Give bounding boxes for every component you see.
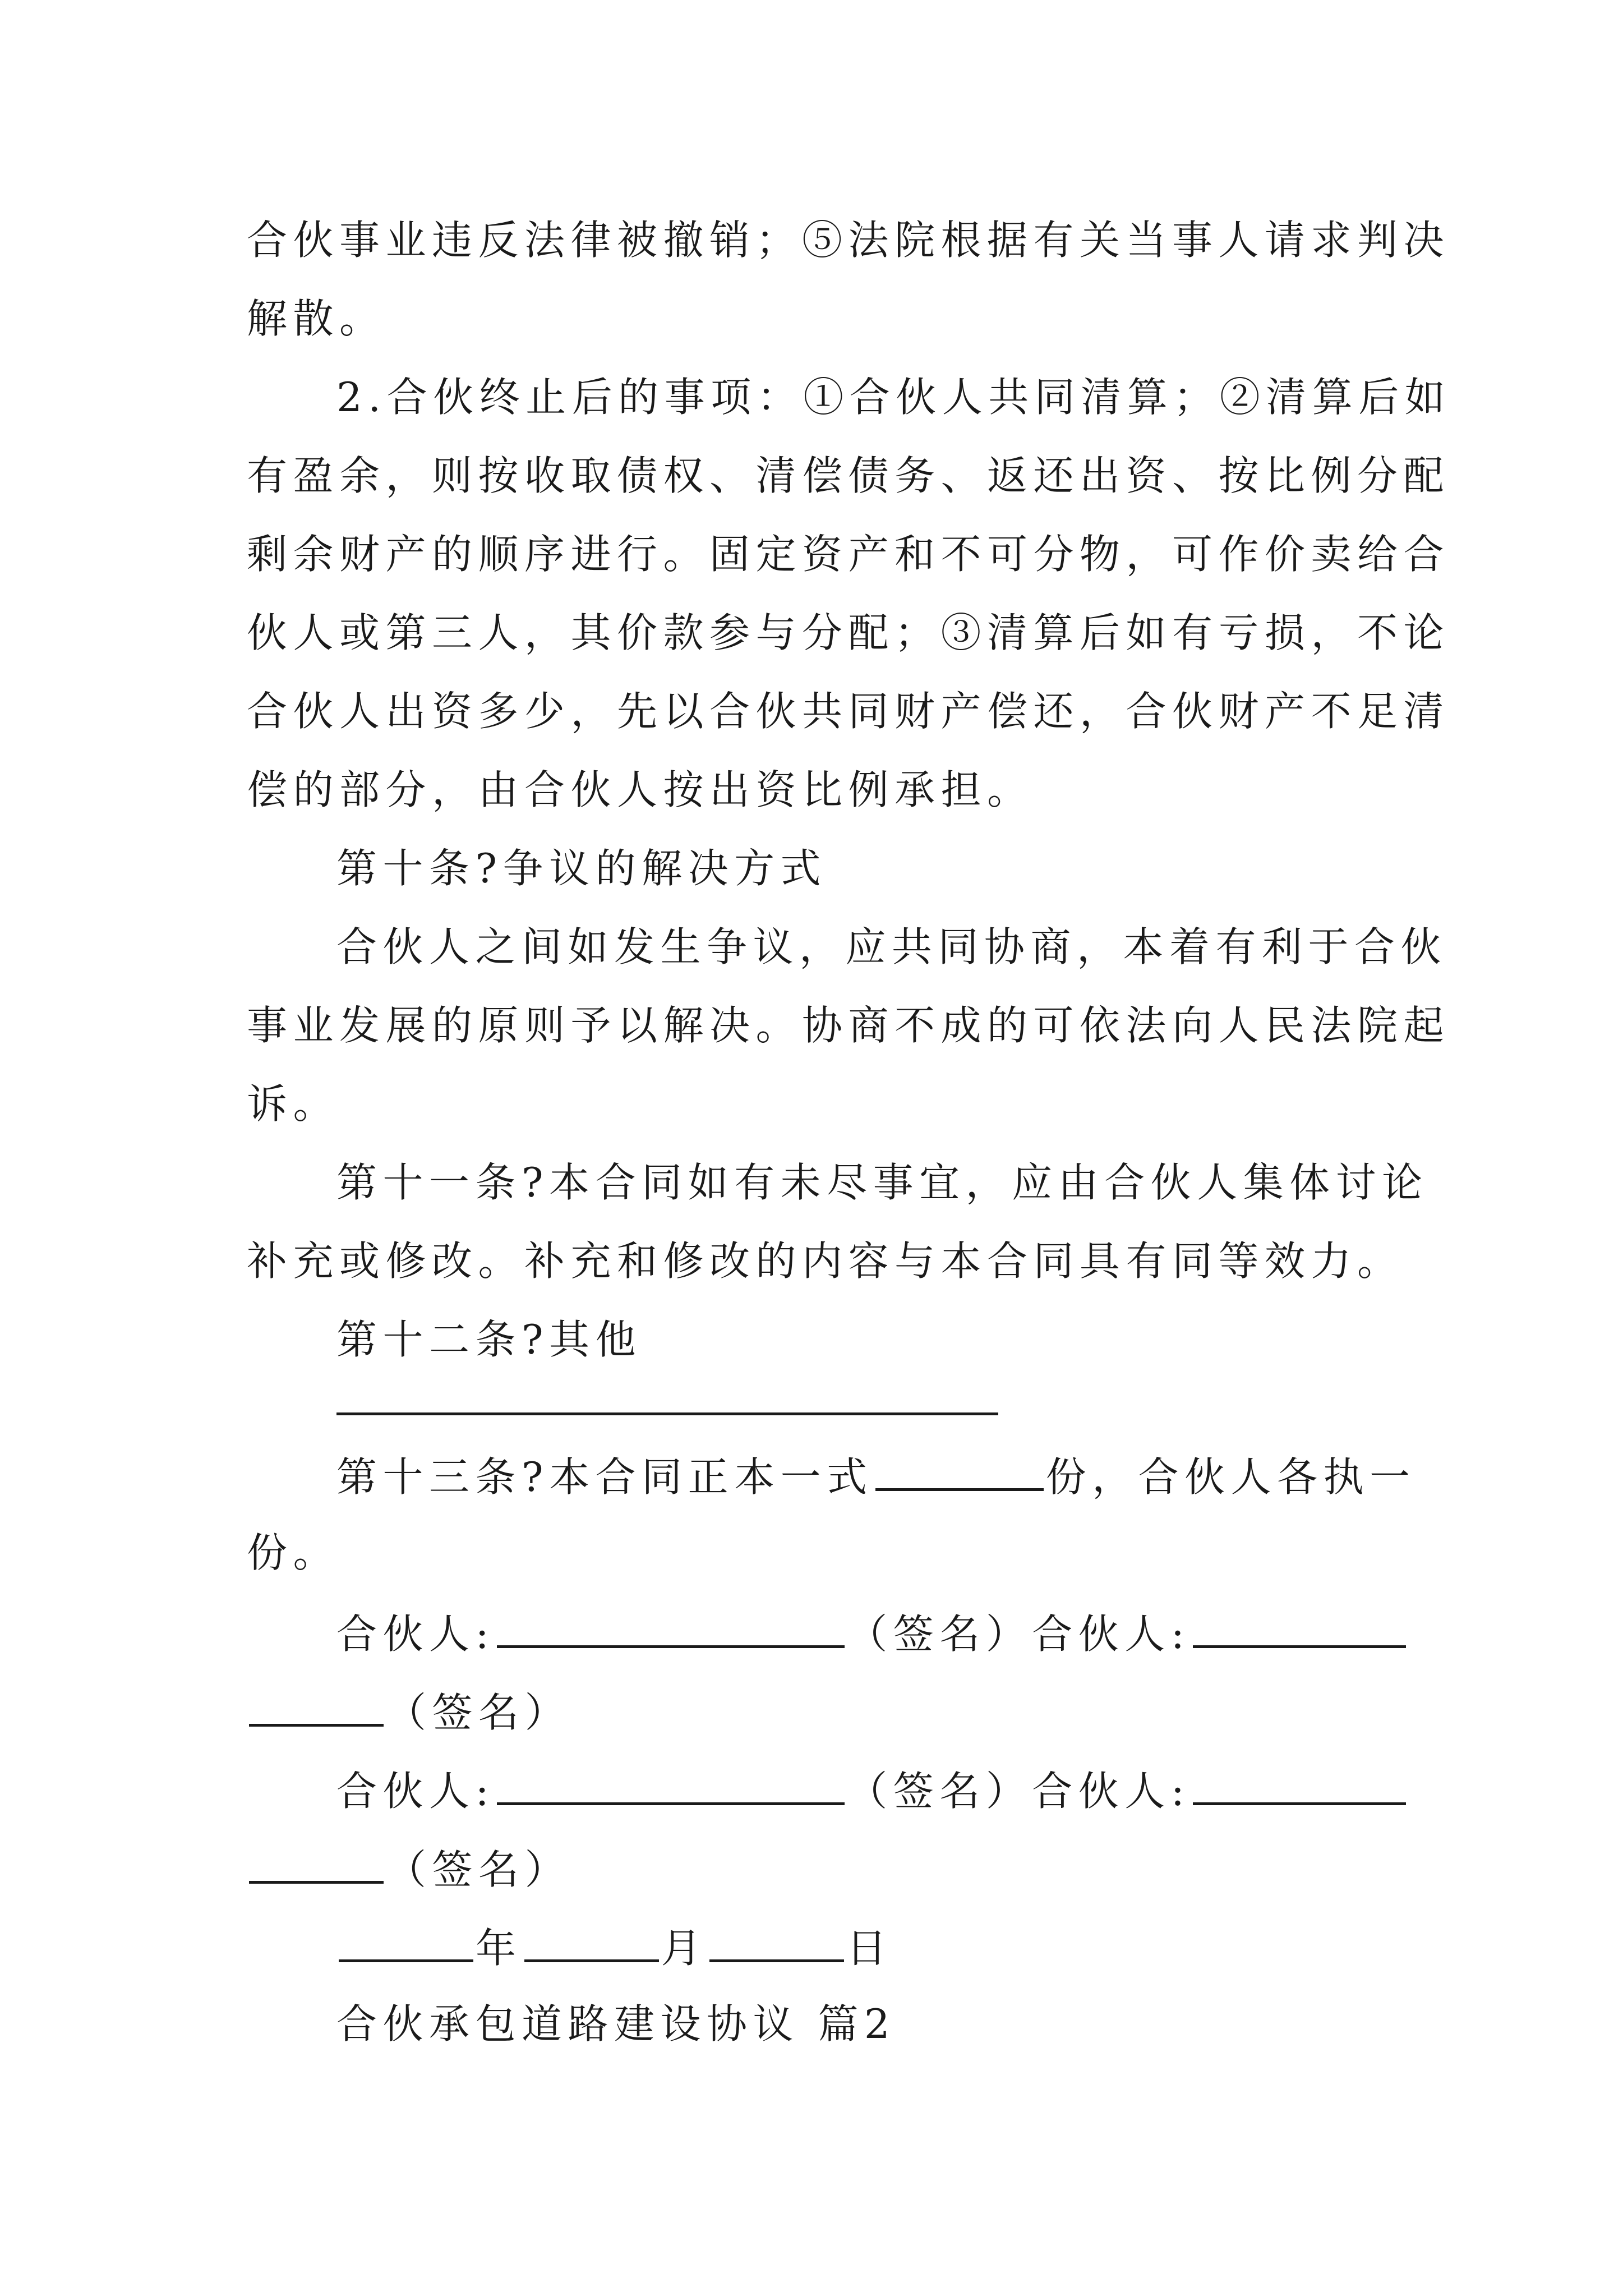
paragraph-line: 偿的部分，由合伙人按出资比例承担。 xyxy=(247,766,1034,813)
paragraph-line: 2.合伙终止后的事项：①合伙人共同清算；②清算后如 xyxy=(336,374,1451,421)
date-line xyxy=(336,1920,1391,1971)
article-13-suffix: 份，合伙人各执一 xyxy=(1045,1453,1416,1501)
signature-blank xyxy=(1193,1606,1406,1648)
sign-label: （签名） xyxy=(386,1846,571,1893)
paragraph-line: 合伙人出资多少，先以合伙共同财产偿还，合伙财产不足清 xyxy=(247,688,1450,735)
copies-blank xyxy=(875,1449,1044,1491)
paragraph-line: 事业发展的原则予以解决。协商不成的可依法向人民法院起 xyxy=(247,1002,1450,1049)
signature-row-cont xyxy=(247,1842,1391,1892)
paragraph-line: 合伙人之间如发生争议，应共同协商，本着有利于合伙 xyxy=(336,923,1447,970)
sign-label: （签名） xyxy=(847,1611,1032,1658)
paragraph-line: 补充或修改。补充和修改的内容与本合同具有同等效力。 xyxy=(247,1237,1404,1285)
day-blank xyxy=(709,1920,844,1962)
day-label: 日 xyxy=(846,1925,893,1972)
partner-label: 合伙人: xyxy=(336,1611,495,1658)
signature-blank xyxy=(249,1842,384,1884)
sign-label: （签名） xyxy=(847,1768,1032,1815)
paragraph-line: 伙人或第三人，其价款参与分配；③清算后如有亏损，不论 xyxy=(247,609,1450,656)
year-label: 年 xyxy=(476,1925,522,1972)
partner-label: 合伙人: xyxy=(1032,1611,1191,1658)
month-blank xyxy=(524,1920,659,1962)
partner-label: 合伙人: xyxy=(336,1768,495,1815)
paragraph-line: 诉。 xyxy=(247,1080,340,1128)
signature-row xyxy=(336,1606,1391,1657)
fill-in-line xyxy=(336,1412,998,1415)
signature-row xyxy=(336,1763,1391,1814)
paragraph-line: 解散。 xyxy=(247,295,386,342)
section-heading: 合伙承包道路建设协议 篇2 xyxy=(336,2000,896,2047)
paragraph-line: 第十一条?本合同如有未尽事宜，应由合伙人集体讨论 xyxy=(336,1159,1428,1206)
sign-label: （签名） xyxy=(386,1689,571,1736)
article-13-prefix: 第十三条?本合同正本一式 xyxy=(336,1453,873,1501)
signature-blank xyxy=(497,1606,845,1648)
paragraph-line: 剩余财产的顺序进行。固定资产和不可分物，可作价卖给合 xyxy=(247,531,1450,578)
signature-blank xyxy=(1193,1763,1406,1805)
signature-blank xyxy=(497,1763,845,1805)
article-13-end: 份。 xyxy=(247,1529,340,1576)
year-blank xyxy=(339,1920,473,1962)
partner-label: 合伙人: xyxy=(1032,1768,1191,1815)
month-label: 月 xyxy=(661,1925,708,1972)
signature-blank xyxy=(249,1685,384,1727)
article-heading: 第十条?争议的解决方式 xyxy=(336,845,827,892)
article-13-line xyxy=(336,1449,1416,1501)
article-heading: 第十二条?其他 xyxy=(336,1316,642,1363)
paragraph-line: 有盈余，则按收取债权、清偿债务、返还出资、按比例分配 xyxy=(247,452,1450,499)
paragraph-line: 合伙事业违反法律被撤销；⑤法院根据有关当事人请求判决 xyxy=(247,217,1450,264)
signature-row-cont xyxy=(247,1685,1391,1735)
